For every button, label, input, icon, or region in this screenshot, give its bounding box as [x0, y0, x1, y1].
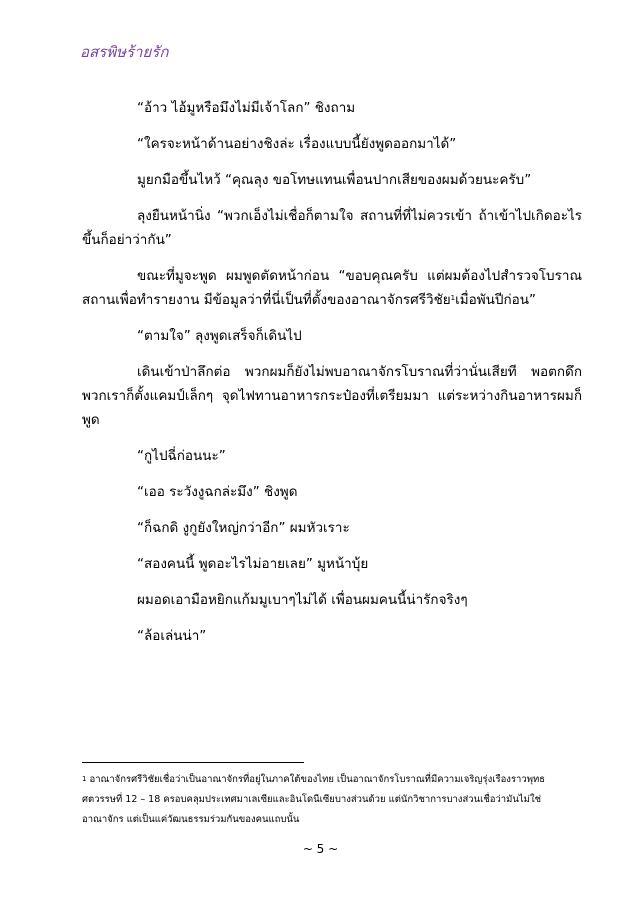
paragraph: “ตามใจ” ลุงพูดเสร็จก็เดินไป: [137, 328, 302, 344]
paragraph: “เออ ระวังงูฉกล่ะมึง” ชิงพูด: [137, 484, 298, 500]
footnote: [82, 770, 562, 830]
paragraph: “ก็ฉกดิ งูกูยังใหญ่กว่าอีก” ผมหัวเราะ: [137, 520, 350, 536]
footnote-separator: [82, 762, 304, 763]
paragraph: มูยกมือขึ้นไหว้ “คุณลุง ขอโทษแทนเพื่อนปากเสียของผมด้วยนะครับ”: [137, 172, 532, 188]
paragraph: “กูไปฉี่ก่อนนะ”: [137, 448, 226, 464]
paragraph: “สองคนนี้ พูดอะไรไม่อายเลย” มูหน้าบุ้ย: [137, 556, 369, 572]
paragraph: ผมอดเอามือหยิกแก้มมูเบาๆไม่ได้ เพื่อนผมคนนี้น่ารักจริงๆ: [137, 592, 468, 608]
paragraph-with-footnote: [82, 264, 582, 312]
paragraph-text-after: เมื่อพันปีก่อน”: [455, 292, 536, 308]
paragraph-text-before: ขณะที่มูจะพูด ผมพูดตัดหน้าก่อน “ขอบคุณครับ แต่ผมต้องไปสำรวจโบราณสถานเพื่อทำรายงาน มีข้อมูลว่าที่นี่เป็นที่ตั้งของอาณาจักรศรีวิชัย: [82, 268, 582, 308]
paragraph: “ล้อเล่นน่า”: [137, 628, 207, 644]
footnote-reference[interactable]: 1: [450, 294, 456, 302]
footnote-mark: 1: [82, 775, 87, 783]
running-header-title: อสรพิษร้ายรัก: [80, 43, 169, 61]
paragraph: “อ้าว ไอ้มูหรือมึงไม่มีเจ้าโลก” ชิงถาม: [137, 100, 356, 116]
paragraph: เดินเข้าป่าลึกต่อ พวกผมก็ยังไม่พบอาณาจักรโบราณที่ว่านั่นเสียที พอตกดึกพวกเราก็ตั้งแคมป์เล็กๆ จุดไฟทานอาหารกระป๋องที่เตรียมมา แต่ระหว่างกินอาหารผมก็พูด: [82, 364, 582, 428]
paragraph: “ใครจะหน้าด้านอย่างชิงล่ะ เรื่องแบบนี้ยังพูดออกมาได้”: [137, 136, 457, 152]
paragraph: ลุงยืนหน้านิ่ง “พวกเอ็งไม่เชื่อก็ตามใจ สถานที่ที่ไม่ควรเข้า ถ้าเข้าไปเกิดอะไรขึ้นก็อย่าว่ากัน”: [82, 208, 582, 248]
body-text: [82, 96, 582, 660]
page-number: ~ 5 ~: [302, 842, 339, 856]
footnote-text: อาณาจักรศรีวิชัยเชื่อว่าเป็นอาณาจักรที่อยู่ในภาคใต้ของไทย เป็นอาณาจักรโบราณที่มีความเจริญรุ่งเรืองราวพุทธศตวรรษที่ 12 – 18 ครอบคลุมประเทศมาเลเซียและอินโดนีเซียบางส่วนด้วย แต่นักวิชาการบางส่วนเชื่อว่ามันไม่ใช่อาณาจักร แต่เป็นแค่วัฒนธรรมร่วมกันของคนแถบนั้น: [82, 774, 546, 825]
